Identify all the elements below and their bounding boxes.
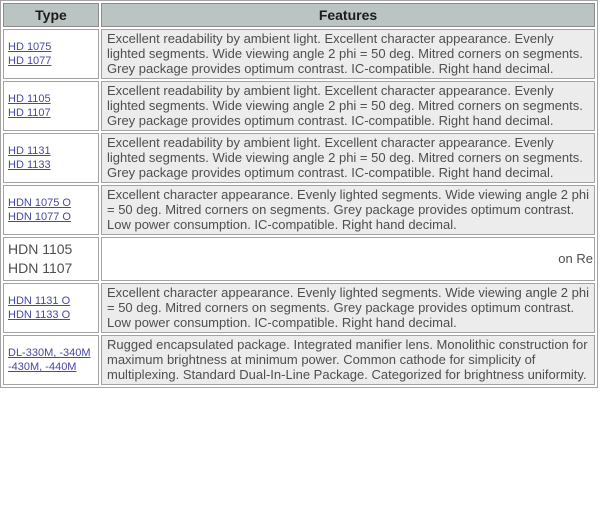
type-link[interactable]: HD 1077 bbox=[8, 55, 52, 67]
type-link[interactable]: HDN 1131 O bbox=[8, 295, 71, 307]
type-link[interactable]: HDN 1077 O bbox=[8, 211, 71, 223]
type-cell bbox=[3, 81, 99, 131]
type-link[interactable]: HDN 1133 O bbox=[8, 309, 71, 321]
type-cell bbox=[3, 283, 99, 333]
features-cell: Excellent character appearance. Evenly lighted segments. Wide viewing angle 2 phi = 50 deg. Mitred corners on segments. Grey package provides optimum contrast. Low power consumption. IC-compatible. Right hand decimal. bbox=[101, 185, 595, 235]
type-cell bbox=[3, 185, 99, 235]
table-row bbox=[3, 237, 595, 281]
type-link[interactable]: HD 1133 bbox=[8, 159, 51, 171]
features-cell: Excellent readability by ambient light. Excellent character appearance. Evenly lighted segments. Wide viewing angle 2 phi = 50 deg. Mitred corners on segments. Grey package provides optimum contrast. IC-compatible. Right hand decimal. bbox=[101, 81, 595, 131]
type-link[interactable]: DL-330M, -340M bbox=[8, 347, 91, 359]
table-row bbox=[3, 81, 595, 131]
type-label: HDN 1105 bbox=[8, 241, 73, 257]
features-cell: Excellent readability by ambient light. Excellent character appearance. Evenly lighted segments. Wide viewing angle 2 phi = 50 deg. Mitred corners on segments. Grey package provides optimum contrast. IC-compatible. Right hand decimal. bbox=[101, 29, 595, 79]
type-link[interactable]: HD 1131 bbox=[8, 145, 51, 157]
table-row bbox=[3, 29, 595, 79]
type-cell bbox=[3, 335, 99, 385]
table-row bbox=[3, 335, 595, 385]
type-link[interactable]: HD 1105 bbox=[8, 93, 51, 105]
header-row bbox=[3, 3, 595, 27]
table-row bbox=[3, 185, 595, 235]
table-row bbox=[3, 133, 595, 183]
type-link[interactable]: HD 1075 bbox=[8, 41, 52, 53]
type-link[interactable]: HD 1107 bbox=[8, 107, 51, 119]
table-row bbox=[3, 283, 595, 333]
column-header-features: Features bbox=[101, 3, 595, 27]
type-label: HDN 1107 bbox=[8, 260, 73, 276]
type-link[interactable]: HDN 1075 O bbox=[8, 197, 71, 209]
features-cell: Excellent character appearance. Evenly lighted segments. Wide viewing angle 2 phi = 50 deg. Mitred corners on segments. Grey package provides optimum contrast. Low power consumption. IC-compatible. Right hand decimal. bbox=[101, 283, 595, 333]
type-cell bbox=[3, 29, 99, 79]
column-header-type: Type bbox=[3, 3, 99, 27]
features-cell-clipped: on Re bbox=[101, 237, 595, 281]
type-link[interactable]: -430M, -440M bbox=[8, 361, 77, 373]
type-cell bbox=[3, 237, 99, 281]
features-cell: Excellent readability by ambient light. Excellent character appearance. Evenly lighted segments. Wide viewing angle 2 phi = 50 deg. Mitred corners on segments. Grey package provides optimum contrast. IC-compatible. Right hand decimal. bbox=[101, 133, 595, 183]
features-cell: Rugged encapsulated package. Integrated manifier lens. Monolithic construction for maximum brightness at minimum power. Common cathode for simplicity of multiplexing. Standard Dual-In-Line Package. Categorized for brightness uniformity. bbox=[101, 335, 595, 385]
type-cell bbox=[3, 133, 99, 183]
